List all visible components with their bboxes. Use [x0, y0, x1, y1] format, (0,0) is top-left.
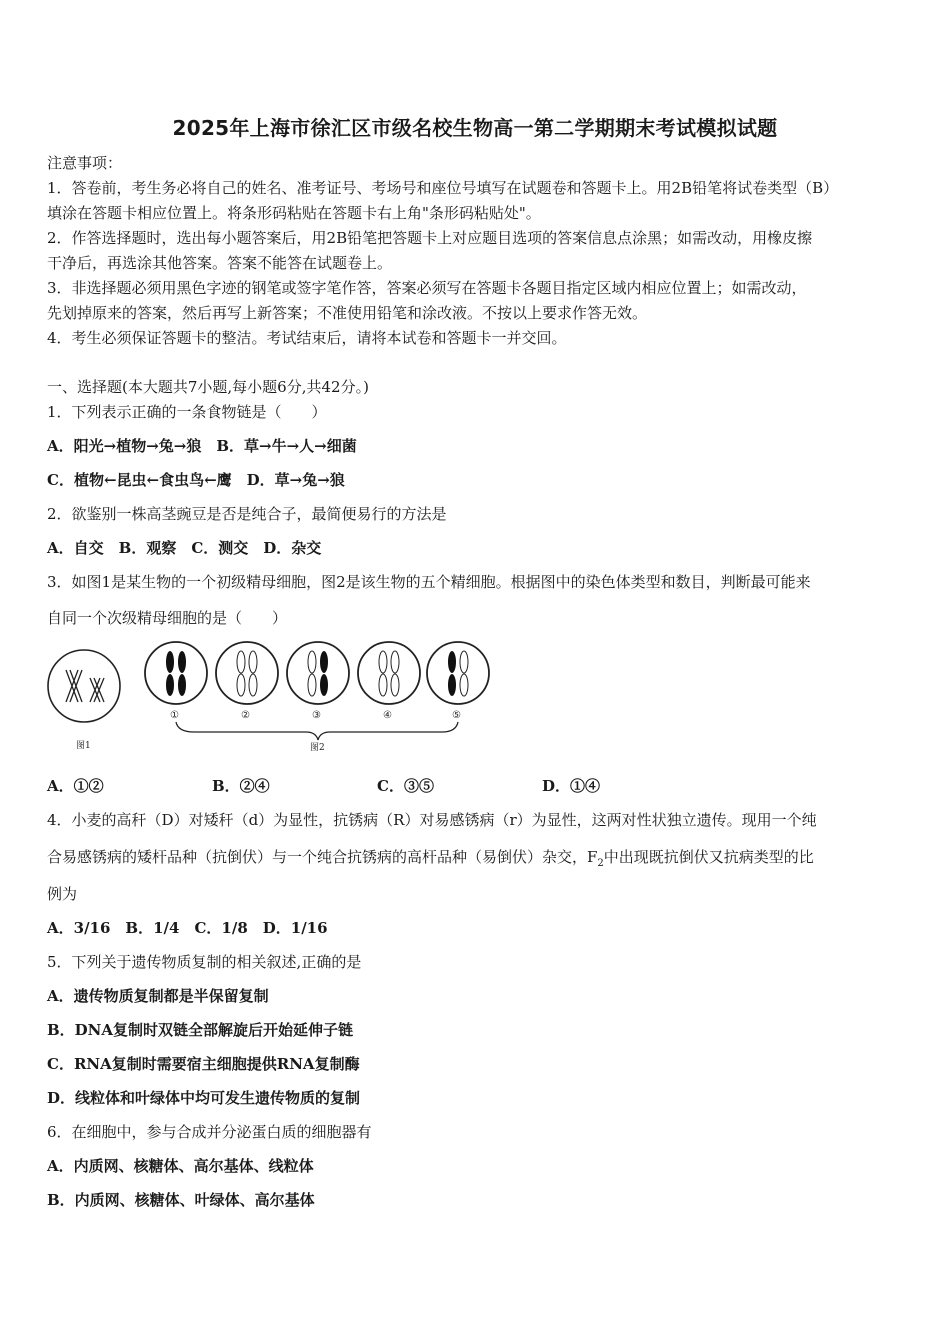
question-4-options: A．3/16 B．1/4 C．1/8 D．1/16: [47, 919, 328, 937]
question-4-stem-part1: 合易感锈病的矮杆品种（抗倒伏）与一个纯合抗锈病的高杆品种（易倒伏）杂交，F: [47, 848, 598, 866]
question-6-stem: 6．在细胞中，参与合成并分泌蛋白质的细胞器有: [47, 1123, 372, 1141]
figure-2-cells: [145, 642, 489, 753]
page-title: 2025年上海市徐汇区市级名校生物高一第二学期期末考试模拟试题: [172, 116, 778, 140]
sperm-cell-1: [145, 642, 207, 704]
question-4-stem-part2: 中出现既抗倒伏又抗病类型的比: [603, 848, 814, 866]
sperm-cell-2: [216, 642, 278, 704]
question-5-option-d: D．线粒体和叶绿体中均可发生遗传物质的复制: [47, 1089, 361, 1107]
question-5-stem: 5．下列关于遗传物质复制的相关叙述,正确的是: [47, 953, 362, 971]
notice-line: 4．考生必须保证答题卡的整洁。考试结束后，请将本试卷和答题卡一并交回。: [47, 329, 567, 347]
sperm-cell-5: [427, 642, 489, 704]
question-2-options: A．自交 B．观察 C．测交 D．杂交: [47, 539, 322, 557]
question-3-stem-line1: 3．如图1是某生物的一个初级精母细胞，图2是该生物的五个精细胞。根据图中的染色体类型和数目，判断最可能来: [47, 573, 811, 591]
notice-line: 先划掉原来的答案，然后再写上新答案；不准使用铅笔和涂改液。不按以上要求作答无效。: [47, 304, 648, 322]
question-4-stem-line2: [47, 847, 814, 874]
question-3-option-a: A．①②: [47, 777, 104, 795]
figure-1-label: 图1: [76, 741, 91, 751]
notice-line: 2．作答选择题时，选出每小题答案后，用2B铅笔把答题卡上对应题目选项的答案信息点涂黑；如需改动，用橡皮擦: [47, 229, 813, 247]
section-heading: 一、选择题(本大题共7小题,每小题6分,共42分。): [47, 378, 369, 396]
cell-label-2: ②: [241, 710, 250, 721]
question-3-option-c: C．③⑤: [377, 777, 434, 795]
chromosome-figure: [44, 640, 494, 755]
notice-heading: 注意事项：: [47, 154, 123, 172]
question-6-option-b: B．内质网、核糖体、叶绿体、高尔基体: [47, 1191, 315, 1209]
question-5-option-c: C．RNA复制时需要宿主细胞提供RNA复制酶: [47, 1055, 360, 1073]
figure-2-label: 图2: [310, 743, 325, 753]
question-4-subscript: 2: [597, 858, 604, 869]
question-1-options-row1: A．阳光→植物→兔→狼 B．草→牛→人→细菌: [47, 437, 357, 455]
question-3-stem-line2: 自同一个次级精母细胞的是（ ）: [47, 609, 288, 627]
notice-line: 3．非选择题必须用黑色字迹的钢笔或签字笔作答，答案必须写在答题卡各题目指定区域内相应位置上；如需改动，: [47, 279, 807, 297]
question-4-stem-line1: 4．小麦的高秆（D）对矮秆（d）为显性，抗锈病（R）对易感锈病（r）为显性，这两对性状独立遗传。现用一个纯: [47, 811, 817, 829]
figure-1-cell: [48, 650, 120, 751]
cell-label-4: ④: [383, 710, 392, 721]
question-3-option-d: D．①④: [542, 777, 601, 795]
cell-label-1: ①: [170, 710, 179, 721]
question-5-option-a: A．遗传物质复制都是半保留复制: [47, 987, 269, 1005]
question-2-stem: 2．欲鉴别一株高茎豌豆是否是纯合子，最简便易行的方法是: [47, 505, 447, 523]
question-4-stem-line3: 例为: [47, 885, 78, 903]
notice-line: 1．答卷前，考生务必将自己的姓名、准考证号、考场号和座位号填写在试题卷和答题卡上。用2B铅笔将试卷类型（B）: [47, 179, 839, 197]
question-1-stem: 1．下列表示正确的一条食物链是（ ）: [47, 403, 327, 421]
sperm-cell-4: [358, 642, 420, 704]
question-1-options-row2: C．植物←昆虫←食虫鸟←鹰 D．草→兔→狼: [47, 471, 345, 489]
question-3-option-b: B．②④: [212, 777, 270, 795]
cell-label-5: ⑤: [452, 710, 461, 721]
notice-line: 填涂在答题卡相应位置上。将条形码粘贴在答题卡右上角"条形码粘贴处"。: [47, 204, 541, 222]
question-5-option-b: B．DNA复制时双链全部解旋后开始延伸子链: [47, 1021, 354, 1039]
sperm-cell-3: [287, 642, 349, 704]
notice-line: 干净后，再选涂其他答案。答案不能答在试题卷上。: [47, 254, 393, 272]
figure-2-brace: [176, 722, 458, 740]
question-6-option-a: A．内质网、核糖体、高尔基体、线粒体: [47, 1157, 314, 1175]
cell-label-3: ③: [312, 710, 321, 721]
